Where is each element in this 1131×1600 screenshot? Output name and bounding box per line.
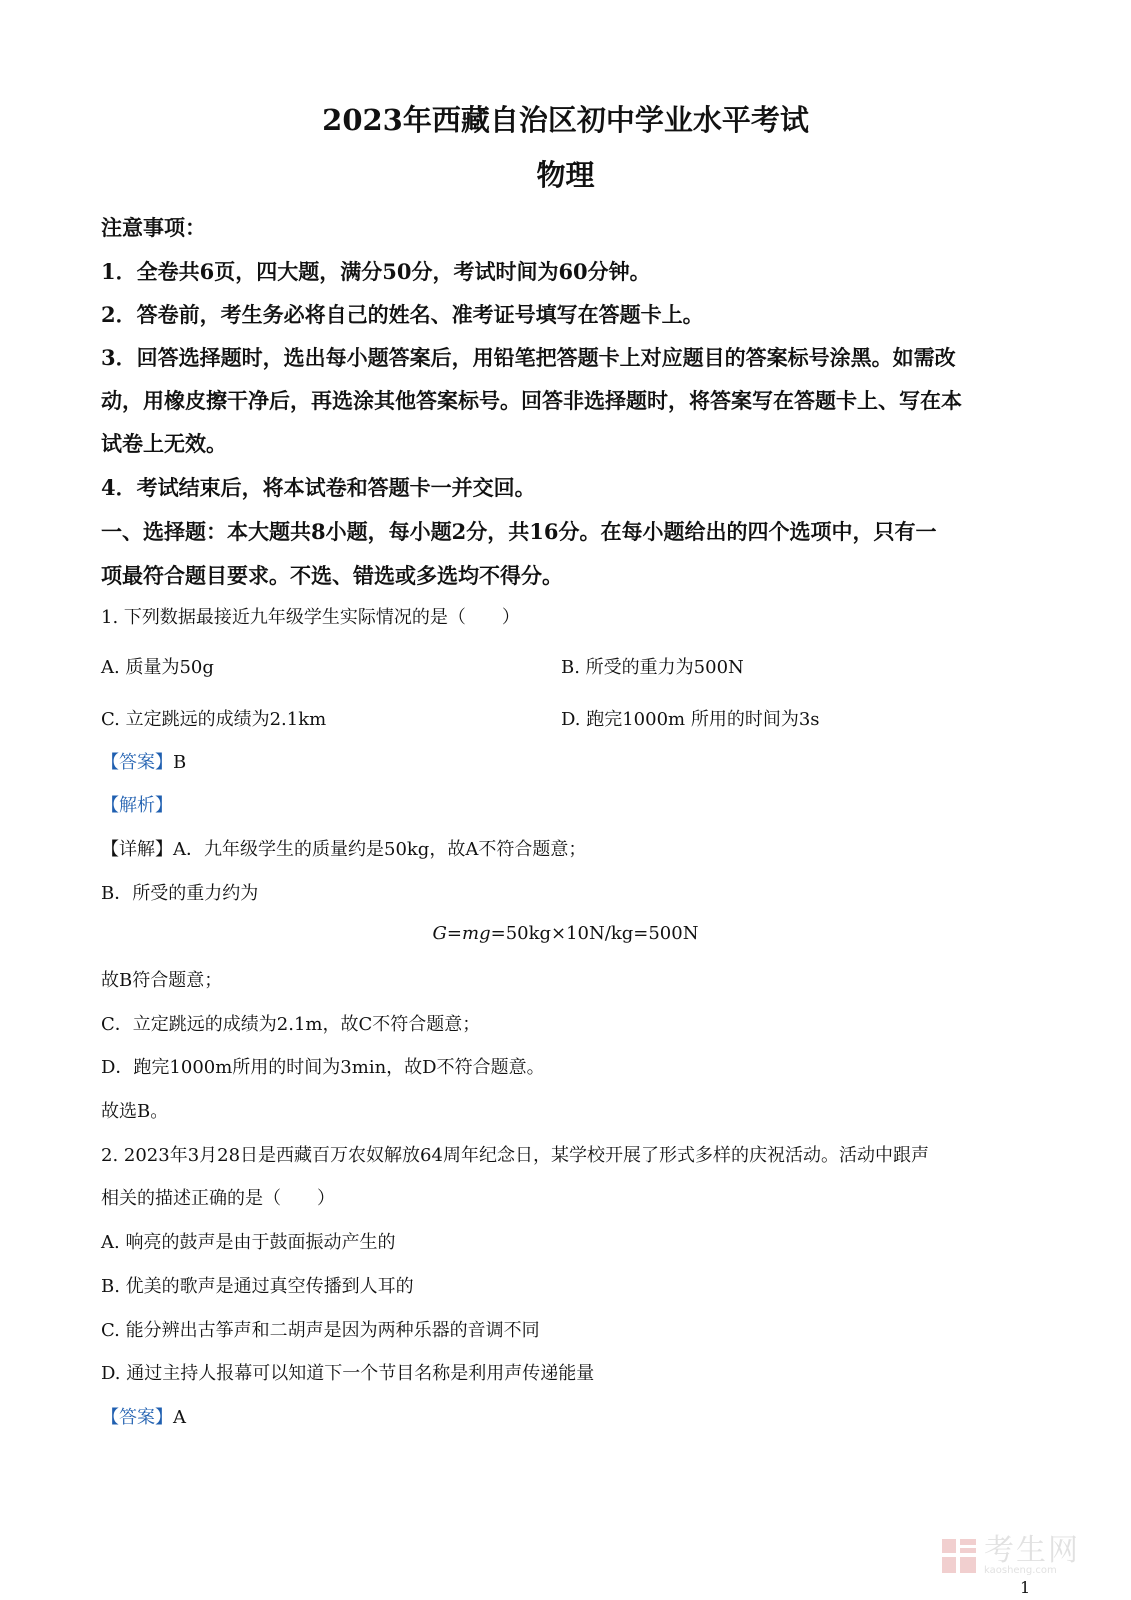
watermark-brand: 考生网 [984, 1533, 1080, 1568]
section-heading-line-2: 项最符合题目要求。不选、错选或多选均不得分。 [101, 563, 563, 588]
detail-tag: 【详解】 [101, 839, 173, 860]
question-2-stem-line-2: 相关的描述正确的是（ ） [101, 1188, 335, 1209]
question-1-option-a: A. 质量为50g [101, 657, 214, 678]
answer-value: A [173, 1407, 186, 1428]
answer-tag: 【答案】 [101, 752, 173, 773]
question-1-stem: 1. 下列数据最接近九年级学生实际情况的是（ ） [101, 607, 520, 628]
detail-c: C．立定跳远的成绩为2.1m，故C不符合题意； [101, 1014, 481, 1035]
question-2-option-a: A. 响亮的鼓声是由于鼓面振动产生的 [101, 1232, 396, 1253]
analysis-tag: 【解析】 [101, 795, 173, 816]
watermark-text-group [984, 1533, 1080, 1576]
question-1-conclusion: 故选B。 [101, 1101, 169, 1122]
answer-value: B [173, 752, 187, 773]
notice-item-1: 1．全卷共6页，四大题，满分50分，考试时间为60分钟。 [101, 259, 651, 284]
subject-title: 物理 [536, 158, 595, 192]
notice-item-2: 2．答卷前，考生务必将自己的姓名、准考证号填写在答题卡上。 [101, 302, 704, 327]
question-1-option-b: B. 所受的重力为500N [561, 657, 744, 678]
formula-equals: = [446, 923, 463, 944]
gravity-formula [0, 923, 1131, 944]
answer-tag: 【答案】 [101, 1407, 173, 1428]
section-heading-line-1: 一、选择题：本大题共8小题，每小题2分，共16分。在每小题给出的四个选项中，只有一 [101, 519, 937, 544]
question-2-stem-line-1: 2. 2023年3月28日是西藏百万农奴解放64周年纪念日，某学校开展了形式多样的庆祝活动。活动中跟声 [101, 1145, 929, 1166]
detail-b: B．所受的重力约为 [101, 883, 259, 904]
kaosheng-logo-icon [940, 1537, 978, 1575]
question-2-option-b: B. 优美的歌声是通过真空传播到人耳的 [101, 1276, 414, 1297]
notice-item-3-line-2: 动，用橡皮擦干净后，再选涂其他答案标号。回答非选择题时，将答案写在答题卡上、写在本 [101, 388, 962, 413]
notice-item-3-line-3: 试卷上无效。 [101, 431, 227, 456]
exam-title: 2023年西藏自治区初中学业水平考试 [322, 103, 809, 137]
formula-value: =50kg×10N/kg=500N [490, 923, 699, 944]
page-number: 1 [1020, 1578, 1031, 1597]
notice-item-3-line-1: 3．回答选择题时，选出每小题答案后，用铅笔把答题卡上对应题目的答案标号涂黑。如需改 [101, 345, 956, 370]
detail-b-conclusion: 故B符合题意； [101, 970, 223, 991]
detail-a-text: A．九年级学生的质量约是50kg，故A不符合题意； [173, 839, 587, 860]
detail-a [101, 835, 586, 861]
notice-item-4: 4．考试结束后，将本试卷和答题卡一并交回。 [101, 475, 536, 500]
notice-heading: 注意事项： [101, 215, 206, 240]
formula-mg: mg [462, 923, 491, 944]
question-2-answer [101, 1403, 186, 1429]
detail-d: D．跑完1000m所用的时间为3min，故D不符合题意。 [101, 1057, 545, 1078]
question-2-option-c: C. 能分辨出古筝声和二胡声是因为两种乐器的音调不同 [101, 1320, 540, 1341]
question-1-option-c: C. 立定跳远的成绩为2.1km [101, 709, 327, 730]
question-1-option-d: D. 跑完1000m 所用的时间为3s [561, 709, 820, 730]
question-1-answer [101, 748, 186, 774]
watermark [940, 1533, 1080, 1576]
watermark-url: kaosheng.com [984, 1565, 1057, 1576]
question-2-option-d: D. 通过主持人报幕可以知道下一个节目名称是利用声传递能量 [101, 1363, 595, 1384]
formula-g: G [432, 923, 447, 944]
